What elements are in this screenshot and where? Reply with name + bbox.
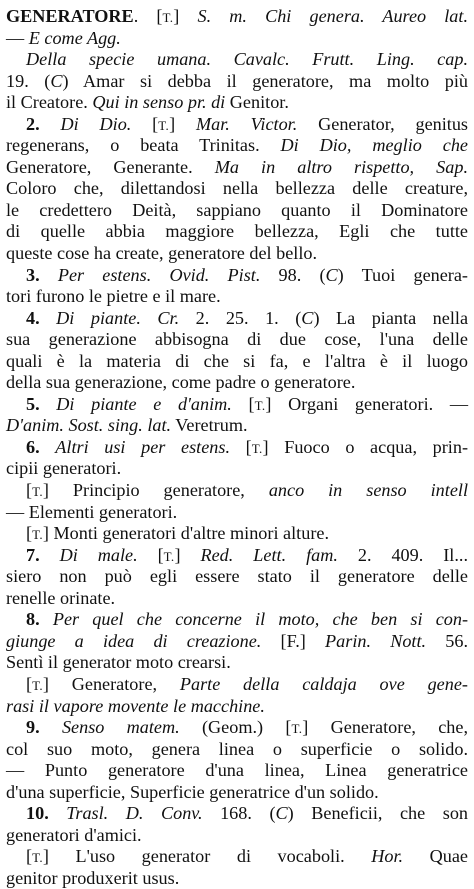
text-segment: ] bbox=[169, 113, 196, 134]
text-line bbox=[6, 221, 468, 243]
text-segment: Veretrum. bbox=[171, 415, 248, 436]
bold-text: 6. bbox=[26, 436, 56, 457]
text-line bbox=[6, 372, 468, 394]
italic-text: C bbox=[275, 803, 288, 824]
text-line bbox=[6, 28, 468, 50]
text-line bbox=[6, 458, 468, 480]
text-segment: le credettero Deità, sappiano quanto il Dominatore bbox=[6, 199, 468, 220]
text-line bbox=[6, 825, 468, 847]
italic-text: D'anim. Sost. sing. lat. bbox=[6, 415, 172, 436]
italic-text: Qui in senso pr. di bbox=[92, 92, 226, 113]
italic-text: Per quel che concerne il moto, che ben si con- bbox=[52, 609, 469, 630]
small-caps-text: T. bbox=[32, 677, 43, 693]
text-segment: Sentì il generator moto crearsi. bbox=[6, 652, 231, 673]
text-line bbox=[6, 286, 468, 308]
text-segment: Generatore, Generante. bbox=[6, 156, 215, 177]
text-segment: 168. ( bbox=[202, 803, 276, 824]
text-segment: ] Monti generatori d'altre minori alture. bbox=[42, 523, 329, 544]
italic-text: Trasl. D. Conv. bbox=[66, 803, 203, 824]
text-segment: 2. 25. 1. ( bbox=[179, 307, 302, 328]
text-line bbox=[6, 71, 468, 93]
text-line bbox=[6, 6, 468, 28]
small-caps-text: T. bbox=[163, 548, 175, 564]
text-line bbox=[6, 652, 468, 674]
bold-text: 2. bbox=[26, 113, 61, 134]
text-segment: tori furono le pietre e il mare. bbox=[6, 286, 221, 307]
text-segment: regenerans, o beata Trinitas. bbox=[6, 135, 281, 156]
text-segment: quali è la materia di che si fa, e l'altra è il luogo bbox=[6, 350, 468, 371]
text-line bbox=[6, 200, 468, 222]
text-line bbox=[6, 114, 468, 136]
text-line bbox=[6, 502, 468, 524]
text-line bbox=[6, 868, 468, 889]
text-segment: della sua generazione, come padre o generatore. bbox=[6, 372, 356, 393]
text-line bbox=[6, 135, 468, 157]
italic-text: anco in senso intell bbox=[268, 480, 468, 501]
text-segment: queste cose ha create, generatore del bello. bbox=[6, 243, 318, 264]
italic-text: rasi il vapore movente le macchine. bbox=[6, 695, 265, 716]
italic-text: E come Agg. bbox=[28, 27, 121, 48]
text-line bbox=[6, 243, 468, 265]
small-caps-text: T. bbox=[32, 850, 43, 866]
text-segment: ) Amar si debba il generatore, ma molto più bbox=[62, 70, 469, 91]
text-segment: [ bbox=[231, 393, 255, 414]
bold-text: 4. bbox=[26, 307, 57, 328]
text-line bbox=[6, 351, 468, 373]
text-segment: 2. 409. Il... bbox=[337, 544, 468, 565]
text-line bbox=[6, 265, 468, 287]
small-caps-text: T. bbox=[162, 10, 174, 25]
text-segment: Quae bbox=[403, 846, 468, 867]
bold-text: 5. bbox=[26, 393, 57, 414]
text-line bbox=[6, 588, 468, 610]
text-segment: ] Principio generatore, bbox=[42, 480, 269, 501]
text-segment: ] Organi generatori. — bbox=[265, 393, 469, 414]
bold-text: 8. bbox=[26, 609, 53, 630]
text-line bbox=[6, 696, 468, 718]
italic-text: Ma in altro rispetto, Sap. bbox=[214, 156, 468, 177]
italic-text: Altri usi per estens. bbox=[55, 436, 230, 457]
text-segment: — Elementi generatori. bbox=[6, 501, 178, 522]
italic-text: Di Dio. bbox=[60, 113, 132, 134]
text-segment: ) Beneficii, che son bbox=[287, 803, 469, 824]
small-caps-text: T. bbox=[251, 440, 263, 456]
text-segment: (Geom.) [ bbox=[179, 717, 292, 738]
text-line bbox=[6, 717, 468, 739]
text-line bbox=[6, 674, 468, 696]
text-line bbox=[6, 803, 468, 825]
text-segment: ] Generatore, che, bbox=[302, 717, 469, 738]
italic-text: S. m. Chi genera. Aureo lat. bbox=[197, 6, 469, 26]
small-caps-text: T. bbox=[32, 484, 43, 500]
text-line bbox=[6, 631, 468, 653]
text-segment: [ bbox=[230, 436, 252, 457]
text-segment: ] bbox=[174, 544, 201, 565]
italic-text: Hor. bbox=[371, 846, 404, 867]
text-segment: sua generazione abbisogna di due cose, l'una delle bbox=[6, 329, 468, 350]
text-line bbox=[6, 178, 468, 200]
text-line bbox=[6, 846, 468, 868]
small-caps-text: T. bbox=[32, 527, 43, 543]
text-line bbox=[6, 566, 468, 588]
text-segment: — bbox=[6, 27, 29, 48]
text-line bbox=[6, 308, 468, 330]
italic-text: Senso matem. bbox=[61, 717, 180, 738]
italic-text: C bbox=[325, 264, 338, 285]
text-segment: di quelle abbia maggiore bellezza, Egli che tutte bbox=[6, 221, 468, 242]
text-segment: ) Tuoi genera- bbox=[337, 264, 468, 285]
small-caps-text: T. bbox=[158, 117, 170, 133]
italic-text: Per estens. Ovid. Pist. bbox=[57, 264, 261, 285]
italic-text: Di piante. Cr. bbox=[56, 307, 180, 328]
text-line bbox=[6, 782, 468, 804]
text-segment: [ bbox=[26, 523, 33, 544]
text-segment: ] Generatore, bbox=[42, 673, 180, 694]
text-segment: ) La pianta nella bbox=[313, 307, 469, 328]
text-line bbox=[6, 329, 468, 351]
italic-text: Mar. Victor. bbox=[195, 113, 298, 134]
text-line bbox=[6, 394, 468, 416]
italic-text: Red. Lett. fam. bbox=[200, 544, 338, 565]
text-line bbox=[6, 739, 468, 761]
text-segment: renelle orinate. bbox=[6, 587, 116, 608]
italic-text: Di male. bbox=[59, 544, 138, 565]
italic-text: Di piante e d'anim. bbox=[56, 393, 232, 414]
text-line bbox=[6, 92, 468, 114]
text-segment: 98. ( bbox=[260, 264, 326, 285]
text-segment: 19. ( bbox=[6, 70, 51, 91]
text-segment: cipii generatori. bbox=[6, 458, 122, 479]
text-line bbox=[6, 760, 468, 782]
text-segment: [ bbox=[26, 480, 33, 501]
text-segment: Coloro che, dilettandosi nella bellezza delle creature, bbox=[6, 178, 468, 199]
bold-text: 7. bbox=[26, 544, 60, 565]
text-segment: [ bbox=[137, 544, 164, 565]
text-segment: . [ bbox=[133, 6, 163, 26]
text-segment: 56. bbox=[426, 630, 469, 651]
text-segment: il Creatore. bbox=[6, 92, 93, 113]
italic-text: Di Dio, meglio che bbox=[280, 135, 468, 156]
text-segment: Genitor. bbox=[225, 92, 289, 113]
text-segment: siero non può egli essere stato il generatore delle bbox=[6, 566, 468, 587]
small-caps-text: T. bbox=[254, 397, 266, 413]
text-segment: Generator, genitus bbox=[297, 113, 469, 134]
italic-text: C bbox=[50, 70, 63, 91]
italic-text: Della specie umana. Cavalc. Frutt. Ling. cap. bbox=[26, 49, 468, 70]
text-segment: [ bbox=[26, 846, 33, 867]
text-segment: d'una superficie, Superficie generatrice d'un solido. bbox=[6, 781, 379, 802]
text-line bbox=[6, 49, 468, 71]
bold-text: 3. bbox=[26, 264, 58, 285]
italic-text: Parin. Nott. bbox=[325, 630, 427, 651]
text-segment: [F.] bbox=[261, 630, 326, 651]
small-caps-text: T. bbox=[291, 721, 303, 737]
italic-text: giunge a idea di creazione. bbox=[6, 630, 262, 651]
text-segment: [ bbox=[26, 673, 33, 694]
text-segment: ] Fuoco o acqua, prin- bbox=[262, 436, 468, 457]
italic-text: Parte della caldaja ove gene- bbox=[179, 673, 468, 694]
text-segment: col suo moto, genera linea o superficie o solido. bbox=[6, 738, 468, 759]
dictionary-entry bbox=[6, 6, 469, 888]
text-line bbox=[6, 157, 468, 179]
text-line bbox=[6, 523, 468, 545]
text-line bbox=[6, 415, 468, 437]
text-line bbox=[6, 437, 468, 459]
text-segment: ] L'uso generator di vocaboli. bbox=[42, 846, 372, 867]
text-segment: — Punto generatore d'una linea, Linea generatrice bbox=[6, 760, 468, 781]
bold-text: 10. bbox=[26, 803, 67, 824]
text-segment: ] bbox=[173, 6, 198, 26]
text-line bbox=[6, 480, 468, 502]
text-line bbox=[6, 609, 468, 631]
italic-text: C bbox=[301, 307, 314, 328]
bold-text: 9. bbox=[26, 717, 62, 738]
bold-text: GENERATORE bbox=[6, 6, 134, 26]
text-line bbox=[6, 545, 468, 567]
text-segment: genitor produxerit usus. bbox=[6, 867, 180, 888]
text-segment: [ bbox=[131, 113, 159, 134]
text-segment: generatori d'amici. bbox=[6, 824, 142, 845]
